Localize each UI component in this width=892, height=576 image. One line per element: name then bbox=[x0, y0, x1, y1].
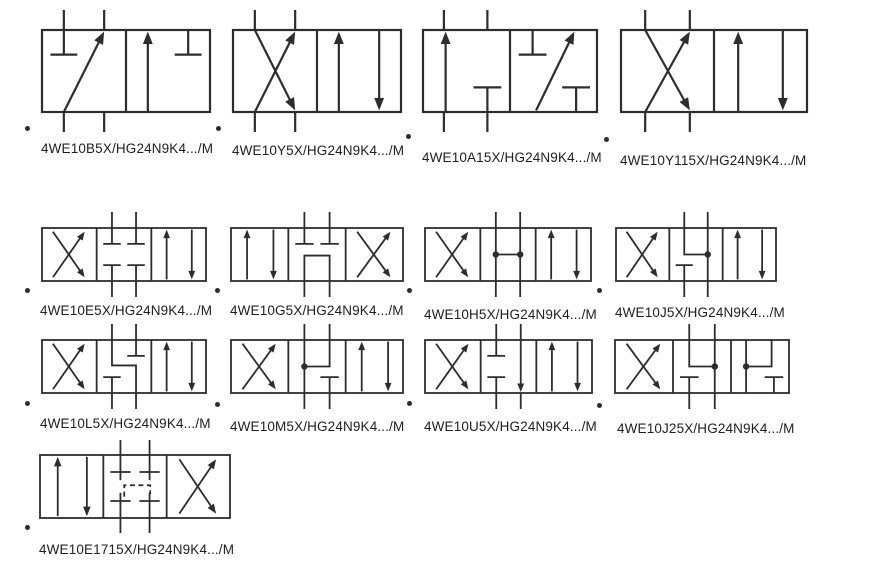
spool-position-cell bbox=[163, 230, 195, 280]
valve-label: 4WE10A15X/HG24N9K4.../M bbox=[422, 150, 602, 165]
spool-position-cell bbox=[357, 232, 390, 278]
item-bullet bbox=[25, 401, 30, 406]
port-stubs bbox=[304, 212, 329, 297]
valve-label: 4WE10M5X/HG24N9K4.../M bbox=[230, 419, 405, 434]
spool-position-cell bbox=[358, 342, 391, 392]
valve-label: 4WE10B5X/HG24N9K4.../M bbox=[41, 141, 214, 156]
spool-position-cell bbox=[676, 228, 711, 281]
spool-position-cell bbox=[54, 457, 91, 516]
valve-label: 4WE10U5X/HG24N9K4.../M bbox=[424, 419, 597, 434]
spool-position-cell bbox=[244, 230, 277, 280]
item-bullet bbox=[25, 525, 30, 530]
item-bullet bbox=[25, 126, 30, 131]
item-bullet bbox=[215, 402, 220, 407]
valve-label: 4WE10G5X/HG24N9K4.../M bbox=[230, 303, 404, 318]
spool-position-cell bbox=[436, 344, 468, 390]
item-bullet bbox=[597, 288, 602, 293]
spool-position-cell bbox=[295, 228, 339, 281]
spool-position-cell bbox=[645, 30, 690, 112]
spool-position-cell bbox=[103, 340, 145, 393]
item-bullet bbox=[407, 401, 412, 406]
port-stubs bbox=[112, 324, 136, 409]
spool-position-cell bbox=[53, 344, 85, 390]
spool-position-cell bbox=[110, 455, 159, 518]
spool-position-cell bbox=[733, 30, 787, 112]
spool-position-cell bbox=[548, 230, 580, 280]
spool-position-cell bbox=[242, 344, 275, 390]
valve-label: 4WE10E1715X/HG24N9K4.../M bbox=[39, 542, 235, 557]
port-stubs bbox=[444, 10, 488, 132]
item-bullet bbox=[216, 126, 221, 131]
valve-label: 4WE10Y5X/HG24N9K4.../M bbox=[232, 143, 405, 158]
item-bullet bbox=[604, 137, 609, 142]
spool-position-cell bbox=[441, 32, 502, 112]
spool-position-cell bbox=[143, 30, 202, 112]
valve-label: 4WE10Y115X/HG24N9K4.../M bbox=[620, 153, 807, 168]
spool-position-cell bbox=[255, 30, 295, 112]
item-bullet bbox=[406, 134, 411, 139]
spool-position-cell bbox=[103, 228, 145, 281]
valve-symbol-icon bbox=[227, 320, 407, 413]
valve-label: 4WE10J25X/HG24N9K4.../M bbox=[617, 421, 795, 436]
port-stubs bbox=[496, 324, 520, 409]
spool-position-cell bbox=[627, 232, 658, 278]
valve-symbol-icon bbox=[421, 208, 595, 301]
valve-symbol-icon bbox=[612, 208, 780, 301]
spool-position-cell bbox=[743, 340, 783, 393]
spool-position-cell bbox=[487, 340, 524, 393]
valve-symbol-icon bbox=[229, 6, 405, 136]
item-bullet bbox=[215, 288, 220, 293]
valve-symbol-icon bbox=[38, 6, 214, 136]
valve-symbol-icon bbox=[227, 208, 407, 301]
valve-label: 4WE10E5X/HG24N9K4.../M bbox=[40, 303, 213, 318]
valve-label: 4WE10H5X/HG24N9K4.../M bbox=[424, 307, 597, 322]
valve-symbol-icon bbox=[611, 320, 793, 413]
spool-position-cell bbox=[334, 30, 384, 112]
spool-position-cell bbox=[163, 342, 195, 392]
item-bullet bbox=[597, 403, 602, 408]
valve-symbol-icon bbox=[419, 6, 601, 136]
valve-label: 4WE10L5X/HG24N9K4.../M bbox=[40, 416, 211, 431]
valve-label: 4WE10J5X/HG24N9K4.../M bbox=[615, 305, 785, 320]
spool-position-cell bbox=[680, 340, 718, 393]
port-stubs bbox=[112, 212, 136, 297]
spool-position-cell bbox=[179, 459, 216, 513]
valve-symbol-icon bbox=[38, 320, 210, 413]
spool-position-cell bbox=[549, 342, 581, 392]
valve-symbol-icon bbox=[617, 6, 811, 136]
spool-position-cell bbox=[519, 30, 590, 112]
spool-position-cell bbox=[627, 344, 661, 390]
valve-symbol-icon bbox=[421, 320, 596, 413]
spool-position-cell bbox=[301, 340, 339, 393]
item-bullet bbox=[25, 288, 30, 293]
spool-position-cell bbox=[436, 232, 468, 278]
valve-symbol-icon bbox=[38, 208, 210, 301]
valve-symbol-icon bbox=[36, 436, 234, 537]
item-bullet bbox=[407, 288, 412, 293]
spool-position-cell bbox=[53, 232, 85, 278]
spool-position-cell bbox=[493, 228, 524, 281]
spool-position-cell bbox=[50, 30, 104, 112]
spool-position-cell bbox=[734, 230, 765, 280]
